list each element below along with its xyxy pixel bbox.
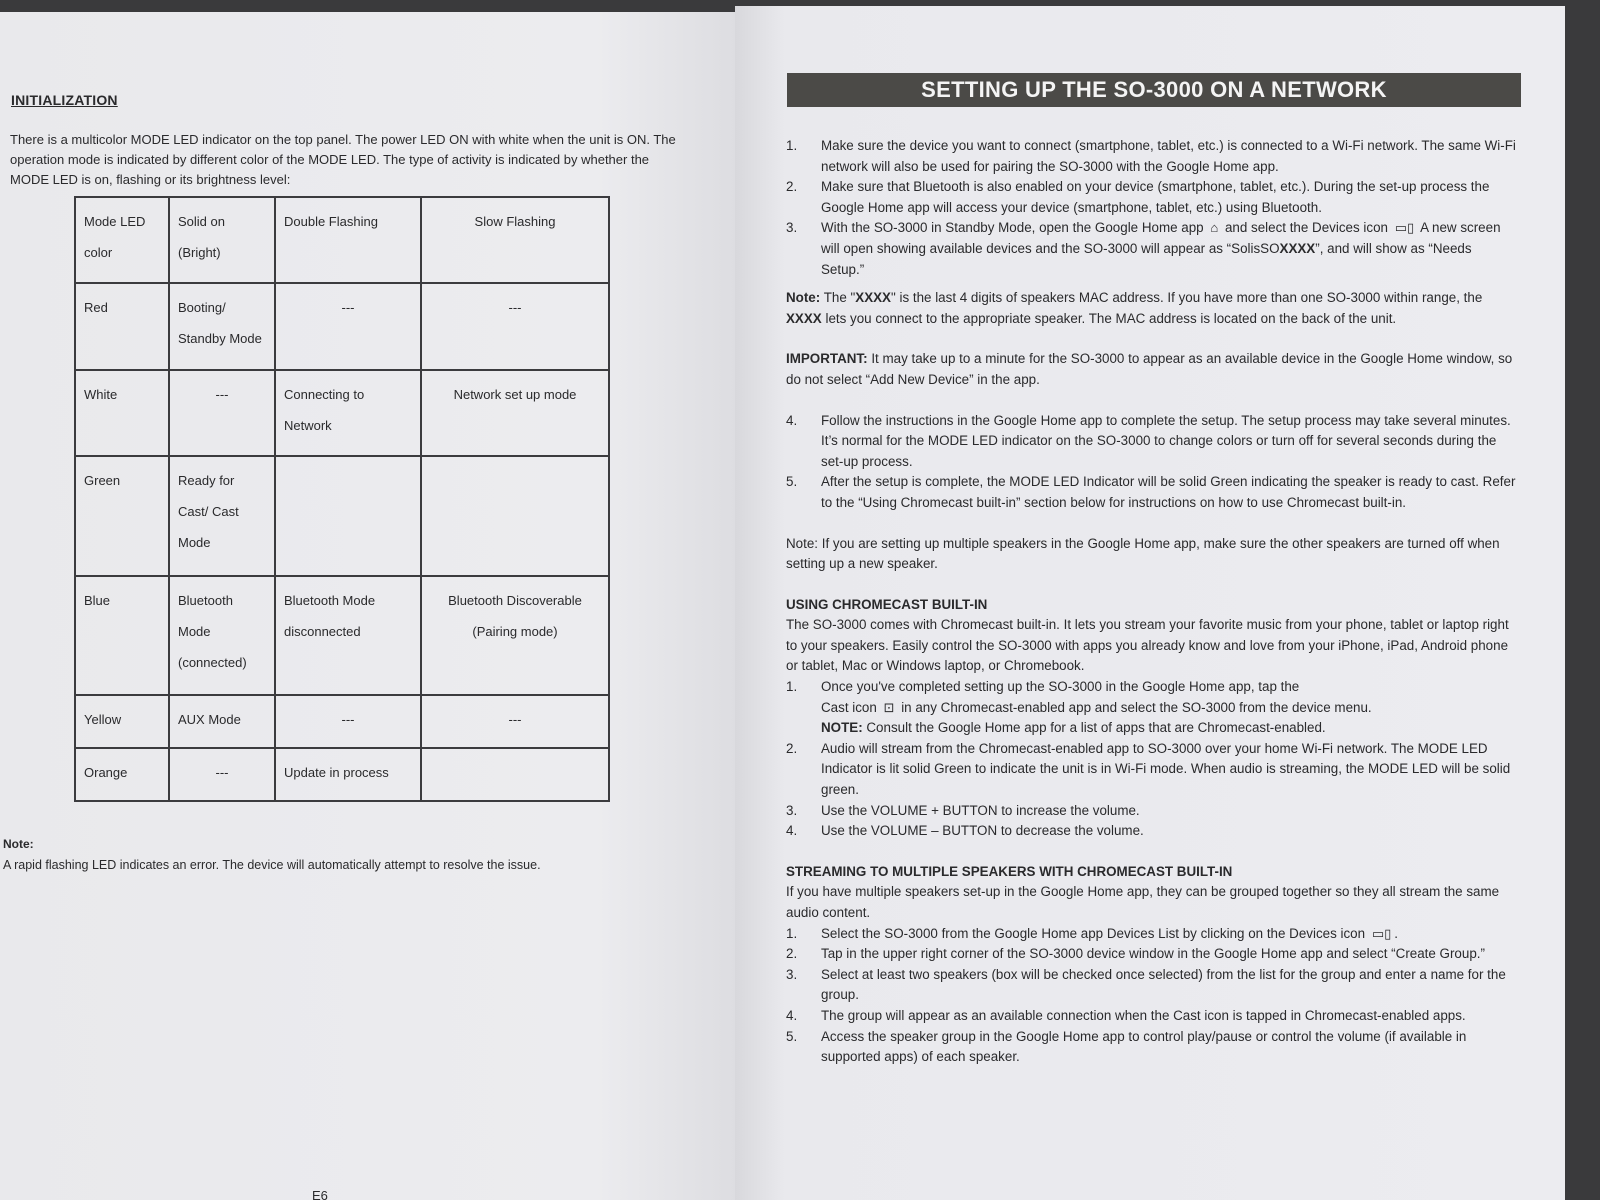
list-item: [786, 1027, 1516, 1068]
list-number: 1.: [786, 925, 798, 941]
list-item: [786, 944, 1516, 965]
list-item: [786, 821, 1516, 842]
table-cell: AUX Mode: [169, 695, 275, 748]
multi-streaming-heading: STREAMING TO MULTIPLE SPEAKERS WITH CHROMECAST BUILT-IN: [786, 863, 1233, 879]
mac-note-label: Note:: [786, 290, 821, 306]
table-header-row: [75, 197, 609, 283]
multi-speaker-note: Note: If you are setting up multiple speakers in the Google Home app, make sure the other speakers are turned off when setting up a new speaker.: [786, 535, 1500, 572]
list-number: 5.: [786, 474, 798, 490]
table-cell: White: [75, 370, 169, 456]
devices-icon: ▭▯: [1394, 220, 1415, 236]
mac-note-c: lets you connect to the appropriate speaker. The MAC address is located on the back of the unit.: [825, 310, 1397, 326]
mac-note-a: The ": [823, 290, 856, 306]
table-header-cell: Solid on (Bright): [169, 197, 275, 283]
right-page: [735, 6, 1565, 1200]
table-cell: Ready for Cast/ Cast Mode: [169, 456, 275, 576]
list-text: Follow the instructions in the Google Home app to complete the setup. The setup process may take several minutes. It’s normal for the MODE LED indicator on the SO-3000 to change colors or turn off for several seconds during the set-up process.: [821, 412, 1511, 469]
step3-text-b: and select the Devices icon: [1224, 220, 1388, 236]
list-item: [786, 965, 1516, 1006]
setup-content: [786, 136, 1516, 1068]
table-cell: Update in process: [275, 748, 421, 801]
table-cell: Bluetooth Mode (connected): [169, 576, 275, 696]
list-item: [786, 177, 1516, 218]
table-cell: Blue: [75, 576, 169, 696]
list-item: [786, 739, 1516, 801]
home-icon: ⌂: [1210, 220, 1219, 236]
table-cell: Connecting to Network: [275, 370, 421, 456]
list-item: [786, 218, 1516, 280]
list-text: [821, 924, 1398, 945]
table-cell: ---: [275, 283, 421, 369]
cc-note-text: Consult the Google Home app for a list of apps that are Chromecast-enabled.: [866, 720, 1326, 736]
cc-step1-c: in any Chromecast-enabled app and select the SO-3000 from the device menu.: [901, 699, 1372, 715]
list-number: 3.: [786, 802, 798, 818]
table-cell: ---: [421, 283, 609, 369]
cc-step1-a: Once you've completed setting up the SO-3000 in the Google Home app, tap the: [821, 679, 1300, 695]
cast-icon: ⊡: [883, 699, 895, 715]
list-item: [786, 801, 1516, 822]
important-label: IMPORTANT:: [786, 351, 868, 367]
list-text: The group will appear as an available connection when the Cast icon is tapped in Chromecast-enabled apps.: [821, 1007, 1466, 1023]
important-note: [786, 349, 1516, 390]
list-number: 4.: [786, 1007, 798, 1023]
list-item: [786, 136, 1516, 177]
step3-bold: XXXX: [1279, 240, 1316, 256]
table-cell: ---: [421, 695, 609, 748]
list-text: [821, 677, 1372, 739]
table-cell: [421, 456, 609, 576]
step3-text-a: With the SO-3000 in Standby Mode, open the Google Home app: [821, 220, 1204, 236]
mac-note-bold1: XXXX: [855, 290, 891, 306]
section-banner: SETTING UP THE SO-3000 ON A NETWORK: [787, 73, 1521, 107]
table-cell: ---: [169, 748, 275, 801]
table-row: [75, 456, 609, 576]
table-header-cell: Mode LED color: [75, 197, 169, 283]
mac-note-bold2: XXXX: [786, 310, 822, 326]
table-row: [75, 748, 609, 801]
table-cell: Booting/ Standby Mode: [169, 283, 275, 369]
step3-text-d: ”, and will show as “Needs Setup.”: [821, 240, 1472, 277]
table-row: [75, 283, 609, 369]
table-header-cell: Slow Flashing: [421, 197, 609, 283]
cc-note-label: NOTE:: [821, 720, 863, 736]
chromecast-heading: USING CHROMECAST BUILT-IN: [786, 596, 988, 612]
table-cell: Yellow: [75, 695, 169, 748]
note-label: Note:: [3, 837, 34, 851]
table-row: [75, 695, 609, 748]
table-cell: Green: [75, 456, 169, 576]
mac-note: [786, 288, 1516, 329]
list-text: Select at least two speakers (box will be checked once selected) from the list for the group and enter a name for the group.: [821, 966, 1506, 1003]
list-item: [786, 472, 1516, 513]
table-cell: Bluetooth Discoverable (Pairing mode): [421, 576, 609, 696]
note-text: A rapid flashing LED indicates an error. The device will automatically attempt to resolve the issue.: [3, 858, 541, 872]
multi-streaming-intro: If you have multiple speakers set-up in the Google Home app, they can be grouped together so they all stream the same audio content.: [786, 884, 1500, 920]
list-number: 2.: [786, 946, 798, 962]
table-cell: Bluetooth Mode disconnected: [275, 576, 421, 696]
important-text: It may take up to a minute for the SO-3000 to appear as an available device in the Google Home window, so do not select “Add New Device” in the app.: [786, 351, 1513, 387]
list-number: 2.: [786, 740, 798, 756]
list-text: Tap in the upper right corner of the SO-3000 device window in the Google Home app and select “Create Group.”: [821, 946, 1485, 962]
led-status-table: [74, 196, 610, 802]
list-number: 4.: [786, 823, 798, 839]
multi-step1-b: .: [1394, 925, 1398, 941]
table-cell: Network set up mode: [421, 370, 609, 456]
table-cell: ---: [169, 370, 275, 456]
chromecast-intro: The SO-3000 comes with Chromecast built-in. It lets you stream your favorite music from your phone, tablet or laptop right to your speakers. Easily control the SO-3000 with apps you already know and love from your iPhone, iPad, Android phone or tablet, Mac or Windows laptop, or Chromebook.: [786, 617, 1509, 674]
initialization-title: INITIALIZATION: [11, 92, 118, 108]
list-text: After the setup is complete, the MODE LED Indicator will be solid Green indicating the speaker is ready to cast. Refer to the “Using Chromecast built-in” section below for instructions on how to use Chromecast built-in.: [821, 474, 1516, 510]
table-cell: ---: [275, 695, 421, 748]
list-item: [786, 411, 1516, 473]
mac-note-b: " is the last 4 digits of speakers MAC address. If you have more than one SO-3000 within range, the: [891, 290, 1483, 306]
table-cell: Orange: [75, 748, 169, 801]
step3-text-c: A new screen will open showing available devices and the SO-3000 will appear as “SolisSO: [821, 220, 1501, 256]
list-item: [786, 677, 1516, 739]
initialization-intro: There is a multicolor MODE LED indicator on the top panel. The power LED ON with white when the unit is ON. The operation mode is indicated by different color of the MODE LED. The type of activity is indicated by whether the MODE LED is on, flashing or its brightness level:: [10, 132, 676, 187]
multi-step1-a: Select the SO-3000 from the Google Home app Devices List by clicking on the Devices icon: [821, 925, 1366, 941]
table-cell: [275, 456, 421, 576]
list-number: 5.: [786, 1028, 798, 1044]
table-cell: [421, 748, 609, 801]
list-number: 2.: [786, 179, 798, 195]
left-page: [0, 12, 745, 1200]
list-text: Access the speaker group in the Google Home app to control play/pause or control the volume (if available in supported apps) of each speaker.: [821, 1028, 1467, 1065]
list-text: [821, 218, 1516, 280]
list-text: Audio will stream from the Chromecast-enabled app to SO-3000 over your home Wi-Fi network. The MODE LED Indicator is lit solid Green to indicate the unit is in Wi-Fi mode. When audio is streaming, the MODE LED will be solid green.: [821, 740, 1511, 798]
list-number: 4.: [786, 412, 798, 428]
table-row: [75, 576, 609, 696]
list-number: 1.: [786, 138, 798, 153]
list-item: [786, 1006, 1516, 1027]
table-row: [75, 370, 609, 456]
page-number: E6: [312, 1188, 328, 1200]
list-text: Make sure the device you want to connect (smartphone, tablet, etc.) is connected to a Wi-Fi network. The same Wi-Fi network will also be used for pairing the SO-3000 with the Google Home app.: [821, 138, 1516, 174]
list-number: 3.: [786, 966, 798, 982]
table-cell: Red: [75, 283, 169, 369]
cc-step1-b: Cast icon: [821, 699, 877, 715]
table-header-cell: Double Flashing: [275, 197, 421, 283]
devices-icon: ▭▯: [1371, 925, 1392, 941]
list-number: 3.: [786, 220, 798, 236]
list-text: Make sure that Bluetooth is also enabled on your device (smartphone, tablet, etc.). During the set-up process the Google Home app will access your device (smartphone, tablet, etc.) using Bluetooth.: [821, 179, 1490, 215]
list-text: Use the VOLUME + BUTTON to increase the volume.: [821, 802, 1140, 818]
list-number: 1.: [786, 679, 798, 695]
list-item: [786, 924, 1516, 945]
list-text: Use the VOLUME – BUTTON to decrease the volume.: [821, 823, 1144, 839]
